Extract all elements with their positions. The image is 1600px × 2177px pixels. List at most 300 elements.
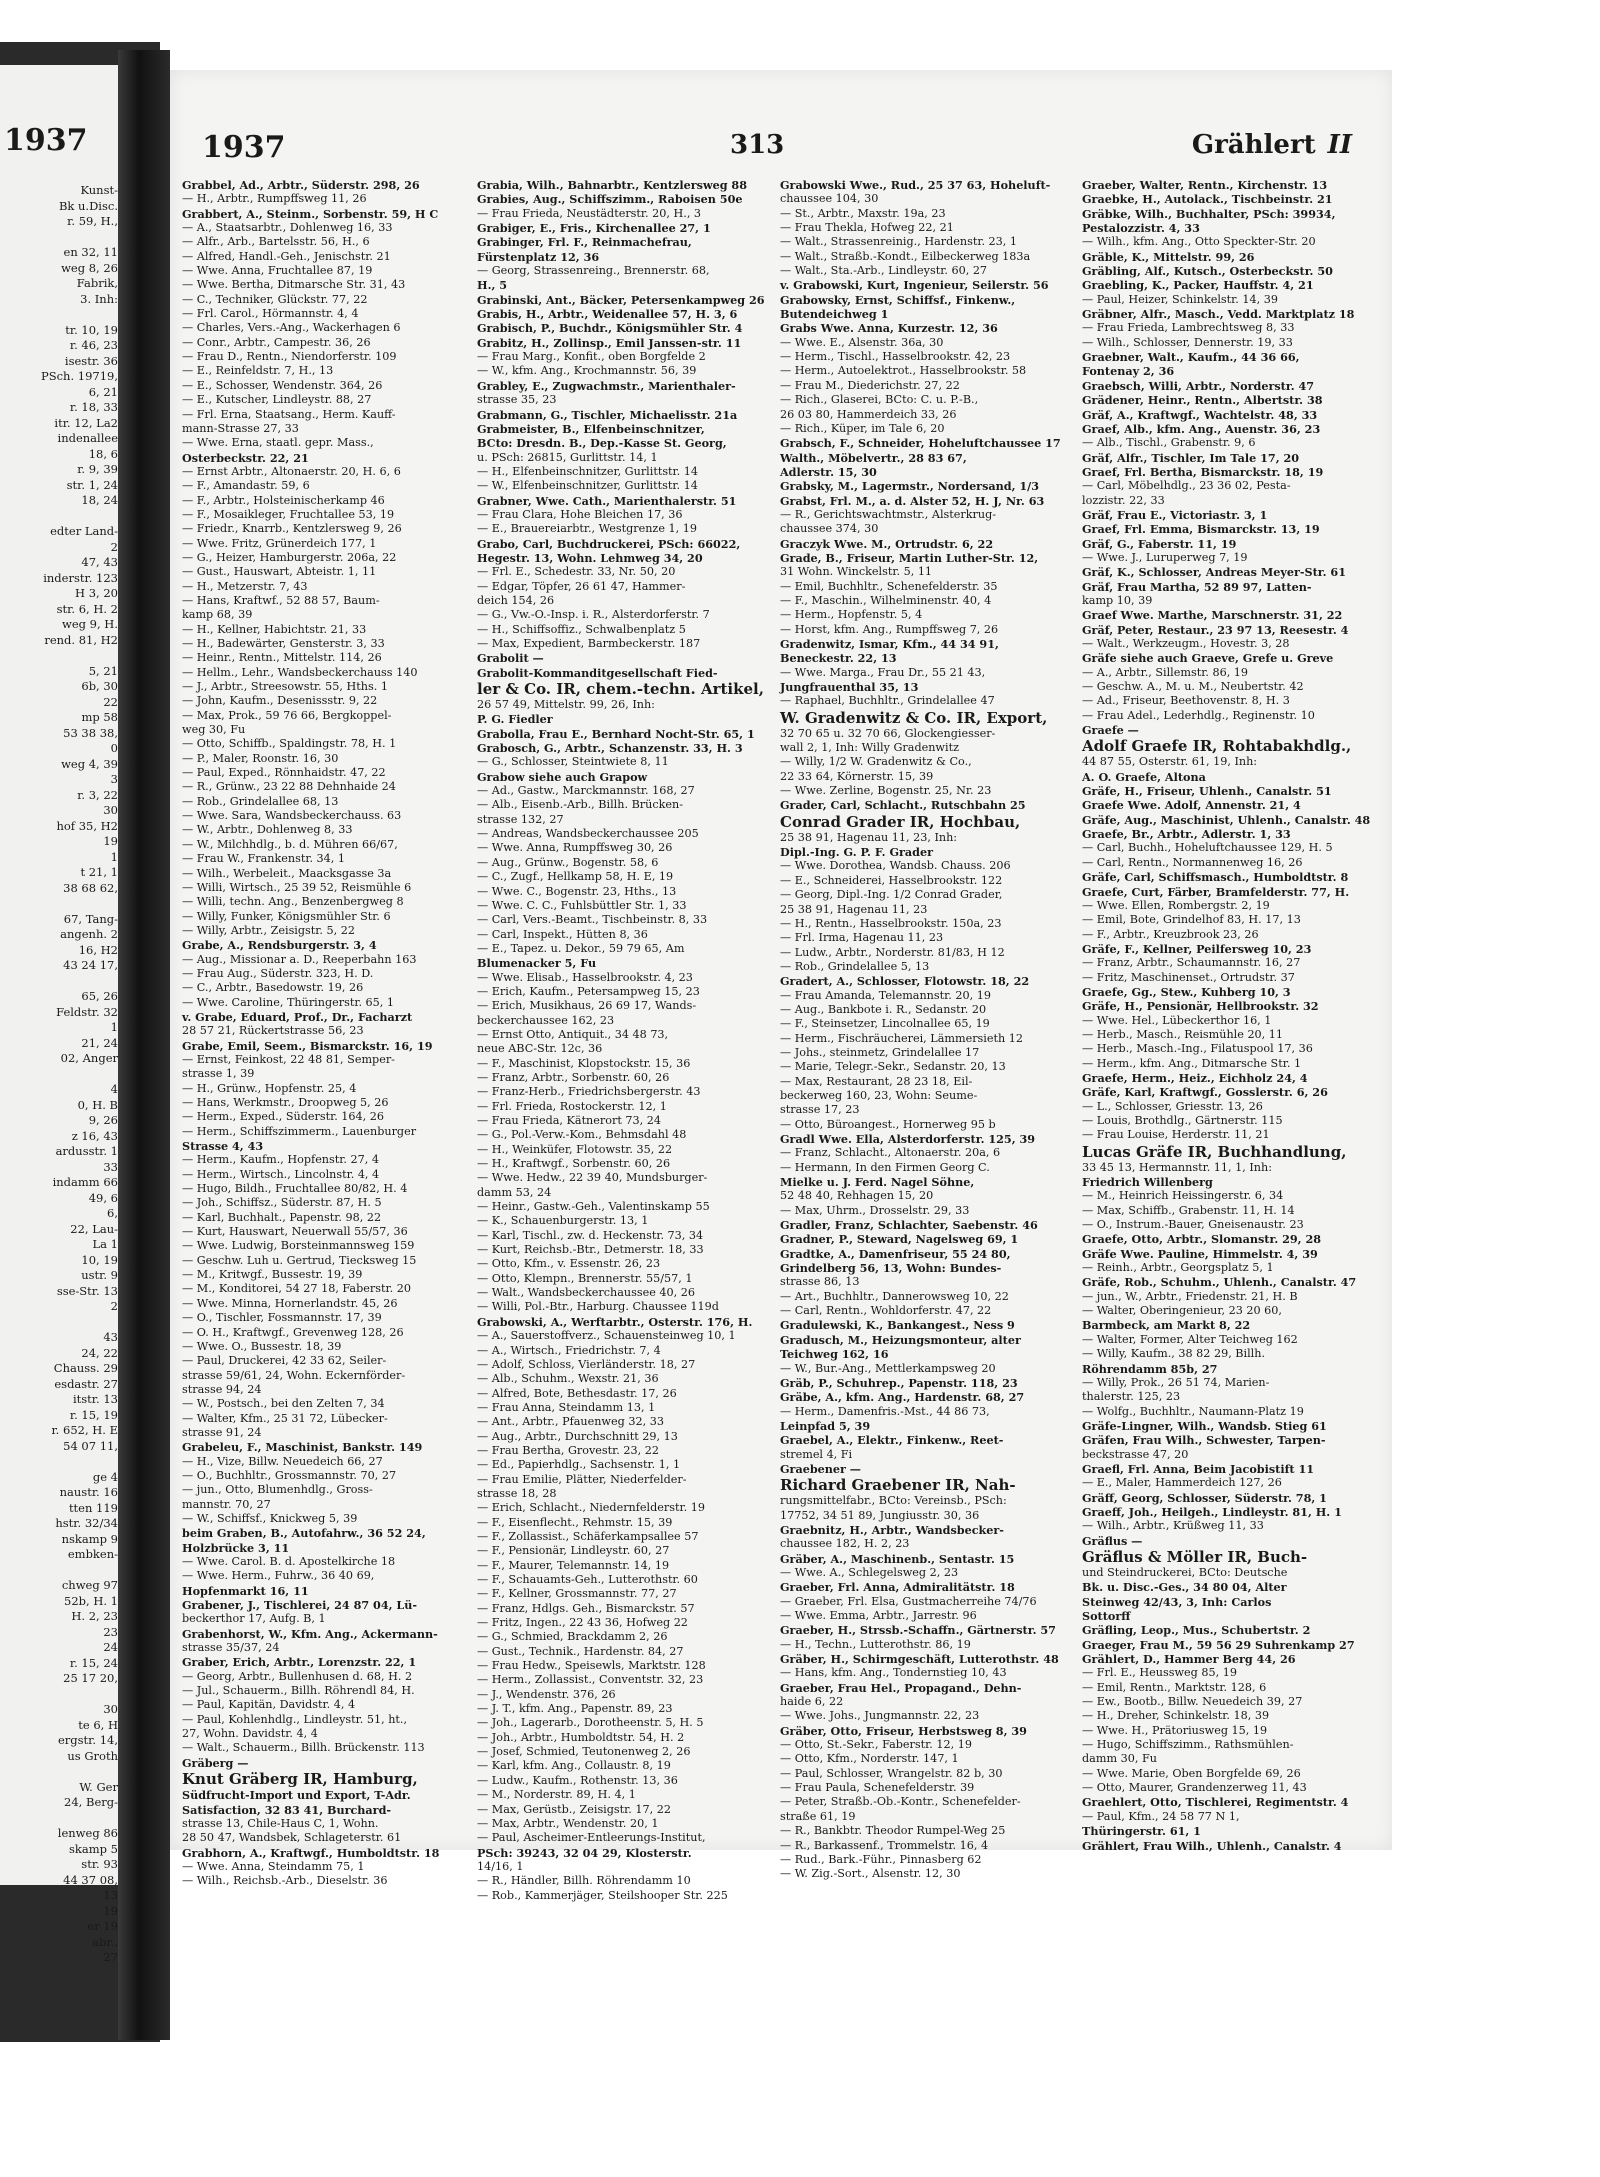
directory-entry-line: strasse 35/37, 24 [182,1641,280,1655]
directory-entry-line: — Ernst Arbtr., Altonaerstr. 20, H. 6, 6 [182,464,401,478]
directory-entry-line: — F., Arbtr., Kreuzbrook 23, 26 [1082,927,1259,941]
directory-entry-line: — Jul., Schauerm., Billh. Röhrendl 84, H. [182,1684,415,1698]
directory-entry-line: — Alb., Eisenb.-Arb., Billh. Brücken- [477,798,683,812]
directory-entry-line: Gräf, Frau Martha, 52 89 97, Latten- [1082,579,1312,594]
directory-entry-line: A. O. Graefe, Altona [1082,769,1206,784]
directory-entry-line: — Max, Gerüstb., Zeisigstr. 17, 22 [477,1802,671,1816]
directory-entry-line: — Joh., Arbtr., Humboldtstr. 54, H. 2 [477,1730,685,1744]
previous-page-line [0,974,118,990]
directory-entry-line: Grabs Wwe. Anna, Kurzestr. 12, 36 [780,321,998,336]
previous-page-line: 30 [103,803,118,817]
directory-entry-line: 28 50 47, Wandsbek, Schlageterstr. 61 [182,1831,402,1845]
directory-entry-line: — Erich, Musikhaus, 26 69 17, Wands- [477,999,697,1013]
directory-entry-line: Friedrich Willenberg [1082,1175,1213,1190]
directory-entry-line: — Carl, Möbelhdlg., 23 36 02, Pesta- [1082,479,1291,493]
directory-entry-line: — Georg, Dipl.-Ing. 1/2 Conrad Grader, [780,888,1003,902]
previous-page-line: ardusstr. 1 [55,1144,118,1158]
directory-entry-line: — Herm., Autoelektrot., Hasselbrookstr. 58 [780,364,1027,378]
directory-entry-line: Pestalozzistr. 4, 33 [1082,221,1200,236]
directory-entry-line: — Hugo, Bildh., Fruchtallee 80/82, H. 4 [182,1182,408,1196]
directory-entry-line: Grabis, H., Arbtr., Weidenallee 57, H. 3, 6 [477,307,738,322]
directory-entry-line: Gräf, Peter, Restaur., 23 97 13, Reesestr. 4 [1082,622,1349,637]
directory-entry-line: — Wwe. E., Alsenstr. 36a, 30 [780,335,944,349]
previous-page-line: 65, 26 [81,989,118,1003]
directory-entry-line: — Wwe. Bertha, Ditmarsche Str. 31, 43 [182,278,406,292]
directory-entry-line: Grabeleu, F., Maschinist, Bankstr. 149 [182,1440,423,1455]
directory-entry-line: — jun., W., Arbtr., Friedenstr. 21, H. B [1082,1289,1298,1303]
directory-entry-line: Gradulewski, K., Bankangest., Ness 9 [780,1318,1015,1333]
directory-entry-line: — Franz, Hdlgs. Geh., Bismarckstr. 57 [477,1601,695,1615]
directory-entry-line: Grabley, E., Zugwachmstr., Marienthaler- [477,378,736,393]
directory-entry-line: — Wilh., Schlosser, Dennerstr. 19, 33 [1082,335,1293,349]
directory-entry-line: Bk. u. Disc.-Ges., 34 80 04, Alter [1082,1580,1287,1595]
directory-entry-line: Gradusch, M., Heizungsmonteur, alter [780,1332,1021,1347]
directory-column-1 [182,178,465,1888]
directory-entry-line: W. Gradenwitz & Co. IR, Export, [780,708,1048,727]
previous-page-line [0,1454,118,1470]
directory-entry-line: — P., Maler, Roonstr. 16, 30 [182,751,339,765]
directory-entry-line: — Paul, Exped., Rönnhaidstr. 47, 22 [182,766,386,780]
directory-entry-line: Gräb, P., Schuhrep., Papenstr. 118, 23 [780,1375,1018,1390]
directory-entry-line: Grabe, A., Rendsburgerstr. 3, 4 [182,938,377,953]
previous-page-line: weg 8, 26 [61,260,118,275]
directory-entry-line: — Adolf, Schloss, Vierländerstr. 18, 27 [477,1357,696,1371]
directory-entry-line: P. G. Fiedler [477,712,553,727]
directory-entry-line: strasse 17, 23 [780,1103,860,1117]
directory-entry-line: Blumenacker 5, Fu [477,956,597,971]
directory-entry-line: — K., Schauenburgerstr. 13, 1 [477,1214,649,1228]
directory-entry-line: Walth., Möbelvertr., 28 83 67, [780,450,967,465]
directory-entry-line: Graefe, Gg., Stew., Kuhberg 10, 3 [1082,984,1291,999]
directory-entry-line: — H., Rentn., Hasselbrookstr. 150a, 23 [780,916,1002,930]
directory-entry-line: — F., Mosaikleger, Fruchtallee 53, 19 [182,507,395,521]
directory-entry-line: stremel 4, Fi [780,1447,853,1461]
directory-entry-line: — Erich, Schlacht., Niedernfelderstr. 19 [477,1501,705,1515]
directory-entry-line: — W., Postsch., bei den Zelten 7, 34 [182,1397,385,1411]
previous-page-line: angenh. 2 [60,927,118,941]
directory-entry-line: — W. Zig.-Sort., Alsenstr. 12, 30 [780,1867,961,1881]
directory-entry-line: u. PSch: 26815, Gurlittstr. 14, 1 [477,450,658,464]
previous-page-text [0,183,118,1966]
directory-entry-line: v. Grabowski, Kurt, Ingenieur, Seilerstr. 56 [780,278,1049,293]
directory-entry-line: — Joh., Schiffsz., Süderstr. 87, H. 5 [182,1196,382,1210]
directory-entry-line: Grabolla, Frau E., Bernhard Nocht-Str. 65, 1 [477,726,755,741]
previous-page-line: 52b, H. 1 [64,1593,118,1608]
previous-page-line: 2 [110,539,118,554]
directory-entry-line: — Wilh., Werbeleit., Maacksgasse 3a [182,866,392,880]
directory-entry-line: BCto: Dresdn. B., Dep.-Kasse St. Georg, [477,436,727,451]
directory-entry-line: 26 03 80, Hammerdeich 33, 26 [780,407,957,421]
directory-entry-line: Grabosch, G., Arbtr., Schanzenstr. 33, H. 3 [477,741,743,756]
directory-entry-line: strasse 35, 23 [477,393,557,407]
previous-page-line: 49, 6 [88,1190,118,1205]
directory-entry-line: — C., Zugf., Hellkamp 58, H. E, 19 [477,870,674,884]
directory-entry-line: — W., Bur.-Ang., Mettlerkampsweg 20 [780,1361,996,1375]
directory-entry-line: — Willy, 1/2 W. Gradenwitz & Co., [780,755,972,769]
directory-entry-line: — Alfred, Handl.-Geh., Jenischstr. 21 [182,249,391,263]
directory-entry-line: — H., Vize, Billw. Neuedeich 66, 27 [182,1454,383,1468]
directory-entry-line: — H., Kraftwgf., Sorbenstr. 60, 26 [477,1157,671,1171]
directory-entry-line: Grade, B., Friseur, Martin Luther-Str. 12, [780,550,1039,565]
directory-entry-line: — Friedr., Knarrb., Kentzlersweg 9, 26 [182,522,402,536]
directory-entry-line: — Walt., Wandsbeckerchaussee 40, 26 [477,1286,695,1300]
directory-entry-line: Graeber, Frau Hel., Propagand., Dehn- [780,1680,1022,1695]
previous-page-line: 0, H. B [77,1097,118,1112]
directory-entry-line: — G., Pol.-Verw.-Kom., Behmsdahl 48 [477,1128,687,1142]
directory-entry-line: — G., Vw.-O.-Insp. i. R., Alsterdorferstr. 7 [477,608,710,622]
running-head-name: Grählert [1191,130,1316,160]
previous-page-line [0,896,118,912]
directory-entry-line: Gräf, G., Faberstr. 11, 19 [1082,536,1237,551]
previous-page-line: 33 [103,1159,118,1174]
directory-entry-line: — F., Steinsetzer, Lincolnallee 65, 19 [780,1017,990,1031]
directory-entry-line: — Hans, Werkmstr., Droopweg 5, 26 [182,1096,389,1109]
directory-entry-line: — St., Arbtr., Maxstr. 19a, 23 [780,206,946,220]
directory-entry-line: Grabst, Frl. M., a. d. Alster 52, H. J, Nr. 63 [780,493,1045,508]
previous-page-line: nskamp 9 [61,1531,118,1546]
directory-entry-line: damm 53, 24 [477,1185,552,1199]
directory-entry-line: Gräber, A., Maschinenb., Sentastr. 15 [780,1551,1015,1566]
previous-page-line: PSch. 19719, [40,369,118,383]
directory-entry-line: beim Graben, B., Autofahrw., 36 52 24, [182,1526,426,1541]
previous-page-line [0,1811,118,1827]
directory-entry-line: — Wwe. H., Prätoriusweg 15, 19 [1082,1723,1268,1737]
directory-entry-line: weg 30, Fu [182,723,246,737]
directory-entry-line: Graebner, Walt., Kaufm., 44 36 66, [1082,350,1300,365]
directory-entry-line: strasse 132, 27 [477,812,564,826]
previous-page-line: itstr. 13 [72,1392,118,1406]
previous-page-line: 22, Lau- [70,1221,118,1236]
directory-entry-line: — Alfr., Arb., Bartelsstr. 56, H., 6 [182,235,370,249]
directory-entry-line: Richard Graebener IR, Nah- [780,1476,1016,1495]
directory-entry-line: — Franz, Arbtr., Schaumannstr. 16, 27 [1082,956,1301,970]
directory-entry-line: — F., Arbtr., Holsteinischerkamp 46 [182,493,385,507]
directory-entry-line: — Frau Frieda, Neustädterstr. 20, H., 3 [477,206,702,220]
directory-entry-line: — Frau D., Rentn., Niendorferstr. 109 [182,350,397,364]
directory-column-4 [1082,178,1371,1853]
directory-entry-line: — Wwe. A., Schlegelsweg 2, 23 [780,1565,959,1579]
directory-entry-line: Hegestr. 13, Wohn. Lehmweg 34, 20 [477,550,703,565]
directory-entry-line: — Frau Anna, Steindamm 13, 1 [477,1400,656,1414]
directory-entry-line: Gräfe, Carl, Schiffsmasch., Humboldtstr. 8 [1082,870,1349,885]
directory-column-2 [477,178,765,1902]
previous-page-line: inderstr. 123 [43,570,118,585]
directory-entry-line: — Wwe. Fritz, Grünerdeich 177, 1 [182,536,377,550]
directory-entry-line: — Raphael, Buchhltr., Grindelallee 47 [780,694,995,708]
previous-page-line: H. 2, 23 [71,1609,118,1623]
previous-page-line: 3. Inh: [80,291,118,306]
directory-entry-line: — Rob., Kammerjäger, Steilshooper Str. 225 [477,1888,728,1902]
directory-entry-line: Gräfen, Frau Wilh., Schwester, Tarpen- [1082,1433,1326,1448]
directory-entry-line: — Wwe. Marie, Oben Borgfelde 69, 26 [1082,1766,1301,1780]
directory-entry-line: — Wwe. Dorothea, Wandsb. Chauss. 206 [780,859,1011,873]
previous-page-line: indenallee [57,431,118,445]
previous-page-line: 4 [110,1082,118,1096]
directory-entry-line: Gräbling, Alf., Kutsch., Osterbeckstr. 50 [1082,264,1333,279]
directory-entry-line: Graef, Frl. Bertha, Bismarckstr. 18, 19 [1082,464,1324,479]
directory-entry-line: Osterbeckstr. 22, 21 [182,450,309,465]
previous-page-line: 27 [103,1950,118,1964]
directory-entry-line: deich 154, 26 [477,593,555,607]
directory-entry-line: — Wwe. Anna, Rumpffsweg 30, 26 [477,841,673,855]
directory-entry-line: — Frau W., Frankenstr. 34, 1 [182,852,346,866]
directory-entry-line: — John, Kaufm., Desenissstr. 9, 22 [182,694,378,708]
directory-entry-line: Grabmann, G., Tischler, Michaelisstr. 21a [477,407,738,422]
directory-entry-line: Thüringerstr. 61, 1 [1082,1824,1201,1839]
directory-entry-line: 44 87 55, Osterstr. 61, 19, Inh: [1082,755,1258,769]
previous-page-line: weg 4, 39 [61,756,118,771]
directory-entry-line: Gräfe, F., Kellner, Peilfersweg 10, 23 [1082,941,1312,956]
previous-page-line: 19 [103,1903,118,1918]
directory-entry-line: — Charles, Vers.-Ang., Wackerhagen 6 [182,321,401,335]
directory-entry-line: Grabsky, M., Lagermstr., Nordersand, 1/3 [780,479,1040,494]
directory-entry-line: strasse 91, 24 [182,1425,262,1439]
directory-entry-line: — Frau Aug., Süderstr. 323, H. D. [182,966,374,980]
directory-entry-line: Grader, Carl, Schlacht., Rutschbahn 25 [780,798,1026,813]
previous-page-line: r. 3, 22 [77,787,118,802]
directory-entry-line: Graefe, Herm., Heiz., Eichholz 24, 4 [1082,1070,1308,1085]
previous-page-line: esdastr. 27 [54,1376,118,1391]
directory-entry-line: Jungfrauenthal 35, 13 [780,680,919,695]
previous-page-line: er 19 [87,1919,118,1933]
previous-page-line [0,230,118,246]
directory-entry-line: Graebke, H., Autolack., Tischbeinstr. 21 [1082,192,1333,207]
directory-entry-line: — Karl, Tischl., zw. d. Heckenstr. 73, 34 [477,1228,704,1242]
book-gutter [118,50,170,2040]
directory-entry-line: — Wwe. C., Bogenstr. 23, Hths., 13 [477,884,677,898]
directory-entry-line: chaussee 104, 30 [780,192,879,206]
directory-entry-line: Grabitz, H., Zollinsp., Emil Janssen-str. 11 [477,335,742,350]
previous-page-line: 6b, 30 [81,679,118,693]
directory-entry-line: Gräfe, Rob., Schuhm., Uhlenh., Canalstr. 47 [1082,1275,1357,1290]
directory-entry-line: — Wwe. O., Bussestr. 18, 39 [182,1339,342,1353]
directory-entry-line: Graefe, Otto, Arbtr., Slomanstr. 29, 28 [1082,1232,1322,1247]
directory-entry-line: — O., Buchhltr., Grossmannstr. 70, 27 [182,1468,397,1482]
directory-entry-line: — Frau Frieda, Lambrechtsweg 8, 33 [1082,321,1295,335]
directory-entry-line: Graef, Frl. Emma, Bismarckstr. 13, 19 [1082,522,1320,537]
directory-entry-line: — Walt., Werkzeugm., Hovestr. 3, 28 [1082,637,1290,650]
directory-entry-line: — Paul, Kapitän, Davidstr. 4, 4 [182,1698,356,1712]
directory-entry-line: v. Grabe, Eduard, Prof., Dr., Facharzt [182,1009,413,1024]
previous-page-line: weg 9, H. [62,617,118,631]
previous-page-line: hstr. 32/34 [55,1516,118,1530]
directory-entry-line: Graebener — [780,1461,861,1476]
directory-entry-line: neue ABC-Str. 12c, 36 [477,1042,603,1056]
directory-entry-line: 31 Wohn. Winckelstr. 5, 11 [780,565,933,579]
previous-page-line: 53 38 38, [63,725,118,740]
directory-entry-line: Grabbel, Ad., Arbtr., Süderstr. 298, 26 [182,178,420,192]
directory-entry-line: — M., Norderstr. 89, H. 4, 1 [477,1788,636,1802]
directory-entry-line: Grählert, Frau Wilh., Uhlenh., Canalstr. 4 [1082,1838,1342,1853]
directory-entry-line: — Wwe. Hel., Lübeckerthor 16, 1 [1082,1013,1272,1027]
directory-entry-line: Adolf Graefe IR, Rohtabakhdlg., [1082,737,1352,756]
previous-page-line: 67, Tang- [63,911,118,926]
directory-entry-line: — Herm., Wirtsch., Lincolnstr. 4, 4 [182,1167,380,1181]
directory-entry-line: — Emil, Rentn., Marktstr. 128, 6 [1082,1680,1267,1694]
previous-page-line: Chauss. 29 [53,1361,118,1375]
previous-page-line: 2 [110,1299,118,1313]
directory-entry-line: — H., Kellner, Habichtstr. 21, 33 [182,622,367,636]
directory-entry-line: Adlerstr. 15, 30 [780,464,877,479]
directory-entry-line: — F., Kellner, Grossmannstr. 77, 27 [477,1587,677,1601]
previous-page-line: 23 [103,1624,118,1639]
directory-entry-line: — Rich., Küper, im Tale 6, 20 [780,421,945,435]
directory-entry-line: kamp 10, 39 [1082,593,1153,607]
previous-page-line: 13 [103,1888,118,1902]
directory-entry-line: PSch: 39243, 32 04 29, Klosterstr. [477,1845,692,1860]
directory-entry-line: Graef, Alb., kfm. Ang., Auenstr. 36, 23 [1082,421,1321,436]
directory-entry-line: Graebnitz, H., Arbtr., Wandsbecker- [780,1522,1004,1537]
directory-entry-line: — F., Maurer, Telemannstr. 14, 19 [477,1558,670,1572]
directory-entry-line: — Walt., Sta.-Arb., Lindleystr. 60, 27 [780,264,988,278]
previous-page-line: Fabrik, [76,276,118,290]
directory-entry-line: Gräf, A., Kraftwgf., Wachtelstr. 48, 33 [1082,407,1318,422]
directory-entry-line: Lucas Gräfe IR, Buchhandlung, [1082,1142,1347,1161]
directory-entry-line: Graefl, Frl. Anna, Beim Jacobistift 11 [1082,1461,1315,1476]
directory-entry-line: — J. T., kfm. Ang., Papenstr. 89, 23 [477,1702,673,1716]
directory-entry-line: — Frl. Frieda, Rostockerstr. 12, 1 [477,1099,667,1113]
directory-entry-line: — Otto, Schiffb., Spaldingstr. 78, H. 1 [182,737,397,751]
page-year: 1937 [202,130,286,165]
directory-page [170,70,1392,1902]
directory-entry-line: — M., Konditorei, 54 27 18, Faberstr. 20 [182,1282,411,1296]
directory-entry-line: — F., Amandastr. 59, 6 [182,479,310,493]
directory-entry-line: — E., Schneiderei, Hasselbrookstr. 122 [780,873,1003,887]
directory-entry-line: — Herm., Kaufm., Hopfenstr. 27, 4 [182,1153,379,1167]
directory-entry-line: Gräbke, Wilh., Buchhalter, PSch: 39934, [1082,206,1336,221]
previous-page-line: chweg 97 [61,1578,118,1592]
directory-entry-line: — Carl, Vers.-Beamt., Tischbeinstr. 8, 33 [477,913,708,927]
directory-entry-line: Graeber, Frl. Anna, Admiralitätstr. 18 [780,1580,1015,1595]
directory-entry-line: — Marie, Telegr.-Sekr., Sedanstr. 20, 13 [780,1060,1006,1074]
directory-entry-line: — Ant., Arbtr., Pfauenweg 32, 33 [477,1415,664,1429]
directory-entry-line: Sottorff [1082,1609,1131,1623]
directory-entry-line: — Wwe. Elisab., Hasselbrookstr. 4, 23 [477,970,693,984]
directory-entry-line: — Franz-Herb., Friedrichsbergerstr. 43 [477,1085,701,1099]
directory-entry-line: — Wolfg., Buchhltr., Naumann-Platz 19 [1082,1404,1304,1418]
directory-entry-line: — Franz, Schlacht., Altonaerstr. 20a, 6 [780,1146,1001,1160]
directory-entry-line: — G., Schlosser, Steintwiete 8, 11 [477,755,669,769]
directory-entry-line: — Georg, Strassenreing., Brennerstr. 68, [477,264,710,278]
previous-page-line: 3 [110,772,118,786]
directory-entry-line: Grabner, Wwe. Cath., Marienthalerstr. 51 [477,493,737,508]
directory-entry-line: — Carl, Inspekt., Hütten 8, 36 [477,927,648,941]
previous-page-line: 24, Berg- [64,1795,118,1809]
previous-page-line: ge 4 [92,1469,118,1484]
directory-entry-line: Grabsch, F., Schneider, Hoheluftchaussee 17 [780,436,1061,451]
directory-entry-line: Gradenwitz, Ismar, Kfm., 44 34 91, [780,637,999,651]
directory-entry-line: Gräbner, Alfr., Masch., Vedd. Marktplatz 18 [1082,307,1355,322]
directory-entry-line: — Aug., Arbtr., Durchschnitt 29, 13 [477,1429,678,1443]
directory-entry-line: — Wwe. Johs., Jungmannstr. 22, 23 [780,1709,980,1723]
directory-entry-line: strasse 18, 28 [477,1486,557,1500]
directory-entry-line: — Gust., Hauswart, Abteistr. 1, 11 [182,565,377,579]
directory-entry-line: — O. H., Kraftwgf., Grevenweg 128, 26 [182,1325,404,1339]
directory-entry-line: — Herm., Exped., Süderstr. 164, 26 [182,1110,385,1124]
directory-entry-line: Grabies, Aug., Schiffszimm., Raboisen 50e [477,192,743,207]
directory-entry-line: Grabmeister, B., Elfenbeinschnitzer, [477,421,705,436]
directory-entry-line: Grabia, Wilh., Bahnarbtr., Kentzlersweg 88 [477,178,747,192]
directory-entry-line: — M., Heinrich Heissingerstr. 6, 34 [1082,1189,1284,1203]
directory-entry-line: — F., Pensionär, Lindleystr. 60, 27 [477,1544,670,1558]
directory-entry-line: — Herb., Masch., Reismühle 20, 11 [1082,1027,1284,1041]
directory-entry-line: — Paul, Kfm., 24 58 77 N 1, [1082,1809,1240,1823]
previous-page-line [0,1067,118,1083]
directory-entry-line: Grabow siehe auch Grapow [477,769,648,784]
previous-page-line: sse-Str. 13 [56,1283,118,1298]
directory-entry-line: — Willi, techn. Ang., Benzenbergweg 8 [182,895,404,909]
directory-entry-line: — H., Arbtr., Rumpffsweg 11, 26 [182,192,367,206]
directory-entry-line: — F., Maschin., Wilhelminenstr. 40, 4 [780,593,992,607]
previous-page-line: 22 [103,694,118,709]
directory-entry-line: — H., Dreher, Schinkelstr. 18, 39 [1082,1709,1270,1723]
directory-entry-line: — Geschw. A., M. u. M., Neubertstr. 42 [1082,680,1304,694]
previous-page-line [0,1563,118,1579]
directory-entry-line: — Herm., Schiffszimmerm., Lauenburger [182,1124,417,1138]
directory-entry-line: Steinweg 42/43, 3, Inh: Carlos [1082,1594,1272,1609]
directory-entry-line: — Willi, Pol.-Btr., Harburg. Chaussee 119d [477,1300,719,1314]
directory-entry-line: — H., Grünw., Hopfenstr. 25, 4 [182,1081,357,1095]
previous-page-line: ustr. 9 [81,1268,118,1282]
directory-entry-line: — Ew., Bootb., Billw. Neuedeich 39, 27 [1082,1695,1303,1709]
directory-entry-line: Gräflus — [1082,1533,1143,1548]
directory-entry-line: Grabo, Carl, Buchdruckerei, PSch: 66022, [477,536,741,551]
directory-entry-line: — A., Sauerstoffverz., Schauensteinweg 10, 1 [477,1329,736,1343]
directory-entry-line: — Carl, Rentn., Normannenweg 16, 26 [1082,855,1303,869]
directory-entry-line: lozzistr. 22, 33 [1082,493,1165,507]
directory-entry-line: Gräfe siehe auch Graeve, Grefe u. Greve [1082,651,1334,666]
directory-entry-line: — Kurt, Reichsb.-Btr., Detmerstr. 18, 33 [477,1243,704,1257]
directory-entry-line: — G., Schmied, Brackdamm 2, 26 [477,1630,668,1644]
directory-entry-line: — Willy, Arbtr., Zeisigstr. 5, 22 [182,923,355,937]
directory-entry-line: — Geschw. Luh u. Gertrud, Tiecksweg 15 [182,1253,417,1267]
directory-entry-line: — Wwe. Carol. B. d. Apostelkirche 18 [182,1555,396,1568]
previous-page-line: 1 [110,849,118,864]
directory-entry-line: Beneckestr. 22, 13 [780,651,897,666]
previous-page-line: tr. 10, 19 [65,322,118,337]
directory-entry-line: — H., Schiffsoffiz., Schwalbenplatz 5 [477,622,686,636]
directory-entry-line: — R., Gerichtswachtmstr., Alsterkrug- [780,507,997,521]
directory-entry-line: — Wwe. Sara, Wandsbeckerchauss. 63 [182,809,402,823]
directory-entry-line: ler & Co. IR, chem.-techn. Artikel, [477,680,764,699]
directory-entry-line: Grabolit-Kommanditgesellschaft Fied- [477,665,718,680]
directory-entry-line: — Hans, kfm. Ang., Tondernstieg 10, 43 [780,1666,1007,1680]
previous-page-line: tten 119 [68,1500,118,1515]
directory-entry-line: Mielke u. J. Ferd. Nagel Söhne, [780,1175,975,1190]
directory-entry-line: kamp 68, 39 [182,608,253,622]
directory-entry-line: — Herm., kfm. Ang., Ditmarsche Str. 1 [1082,1056,1302,1070]
directory-entry-line: — A., Arbtr., Sillemstr. 86, 19 [1082,665,1249,679]
directory-entry-line: Graebel, A., Elektr., Finkenw., Reet- [780,1433,1004,1448]
directory-entry-line: Grabowski, A., Werftarbtr., Osterstr. 176, H. [477,1314,753,1329]
previous-page-line: 5, 21 [88,663,118,678]
previous-page-line: 43 [103,1330,118,1344]
previous-page-line: 6, [107,1206,118,1220]
directory-entry-line: — Max, Arbtr., Wendenstr. 20, 1 [477,1816,659,1830]
previous-page-line: 02, Anger [60,1051,118,1065]
directory-entry-line: — Herm., Zollassist., Conventstr. 32, 23 [477,1673,704,1687]
directory-entry-line: — Aug., Grünw., Bogenstr. 58, 6 [477,855,659,869]
directory-entry-line: Graeber, H., Strssb.-Schaffn., Gärtnerstr. 57 [780,1623,1056,1638]
directory-entry-line: — Karl, kfm. Ang., Collaustr. 8, 19 [477,1759,671,1773]
directory-entry-line: Grabenhorst, W., Kfm. Ang., Ackermann- [182,1626,438,1641]
directory-entry-line: straße 61, 19 [780,1809,856,1823]
directory-entry-line: 33 45 13, Hermannstr. 11, 1, Inh: [1082,1160,1272,1174]
directory-entry-line: — F., Eisenflecht., Rehmstr. 15, 39 [477,1515,673,1529]
previous-page-line: indamm 66 [52,1175,118,1189]
directory-entry-line: — Walter, Kfm., 25 31 72, Lübecker- [182,1411,388,1425]
previous-page-line: hof 35, H2 [56,818,118,833]
